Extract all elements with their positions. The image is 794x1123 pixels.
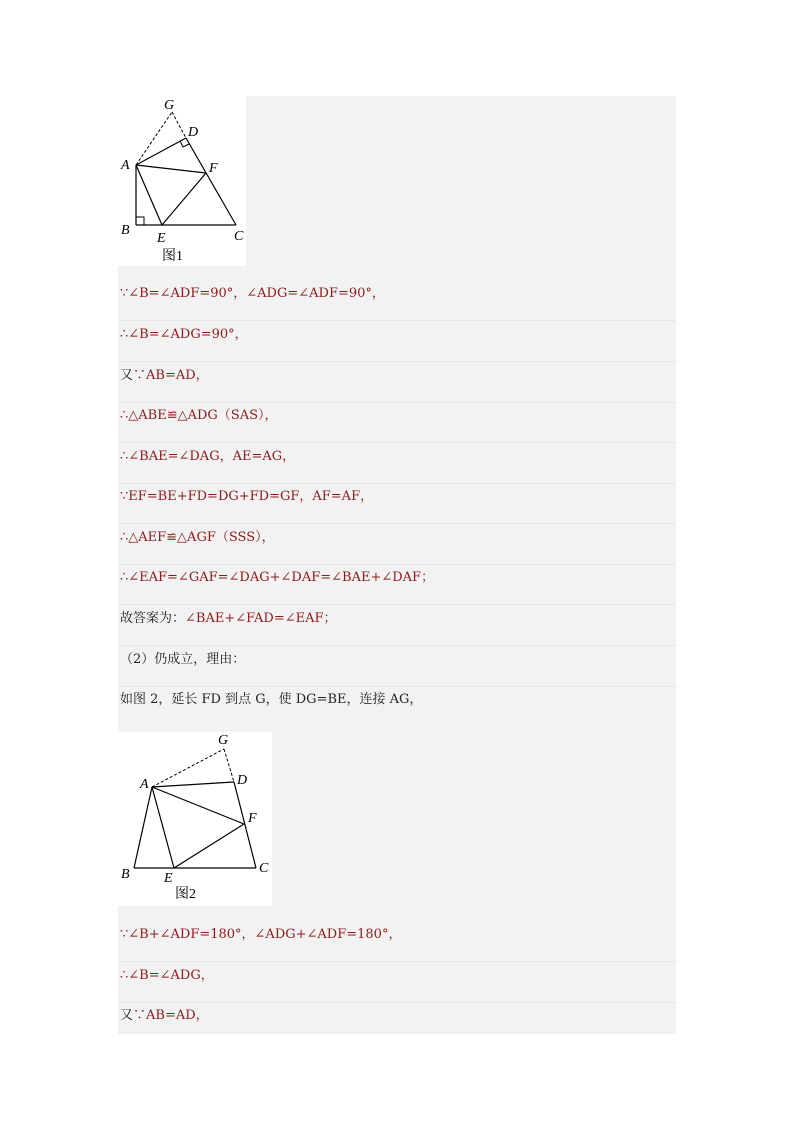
point-label-d: D	[188, 125, 199, 140]
text-line-5: ∴∠BAE=∠DAG，AE=AG，	[120, 449, 296, 464]
point-label-g: G	[164, 98, 175, 113]
text-line-11: 如图 2，延长 FD 到点 G，使 DG=BE，连接 AG，	[120, 692, 423, 707]
line-ad	[152, 782, 234, 787]
figure-2	[118, 732, 272, 906]
right-angle-b	[136, 217, 144, 225]
text-line-12: ∵∠B+∠ADF=180°，∠ADG+∠ADF=180°，	[120, 927, 402, 942]
figure-1	[118, 96, 246, 266]
line-ae	[152, 787, 174, 868]
point-label-a: A	[140, 777, 149, 792]
figure-1-diagram	[118, 96, 246, 266]
point-label-f: F	[248, 811, 257, 826]
text-line-13: ∴∠B=∠ADG，	[120, 968, 214, 983]
dashed-line-ag	[152, 749, 224, 787]
point-label-e: E	[164, 871, 173, 886]
line-af	[136, 165, 206, 173]
text-line-1: ∵∠B=∠ADF=90°，∠ADG=∠ADF=90°，	[120, 286, 385, 301]
line-dc	[186, 138, 236, 225]
point-label-e: E	[157, 231, 166, 246]
point-label-f: F	[209, 161, 218, 176]
text-line-4: ∴△ABE≌△ADG（SAS），	[120, 408, 278, 423]
text-line-6: ∵EF=BE+FD=DG+FD=GF，AF=AF，	[120, 489, 374, 504]
text-line-14: 又∵AB=AD，	[120, 1008, 209, 1023]
line-ae	[136, 165, 162, 225]
point-label-a: A	[121, 158, 130, 173]
dashed-line-ag	[136, 112, 172, 165]
text-line-9: 故答案为：∠BAE+∠FAD=∠EAF；	[120, 611, 337, 626]
point-label-c: C	[259, 861, 269, 876]
text-line-2: ∴∠B=∠ADG=90°，	[120, 327, 248, 342]
dashed-line-gd	[224, 749, 234, 782]
figure-2-diagram	[118, 732, 272, 906]
figure-1-caption: 图1	[162, 249, 183, 264]
point-label-b: B	[121, 867, 130, 882]
figure-2-caption: 图2	[175, 887, 196, 902]
point-label-d: D	[237, 773, 248, 788]
point-label-b: B	[121, 223, 130, 238]
line-ef	[174, 824, 244, 868]
point-label-c: C	[234, 229, 244, 244]
point-label-g: G	[218, 733, 229, 748]
line-ab	[134, 787, 152, 868]
line-ad	[136, 138, 186, 165]
document-content	[118, 96, 676, 1034]
dashed-line-gd	[172, 112, 186, 138]
text-line-8: ∴∠EAF=∠GAF=∠DAG+∠DAF=∠BAE+∠DAF；	[120, 570, 435, 585]
line-ef	[162, 173, 206, 225]
text-line-10: （2）仍成立，理由：	[120, 652, 246, 667]
line-af	[152, 787, 244, 824]
text-line-7: ∴△AEF≌△AGF（SSS），	[120, 530, 275, 545]
text-line-3: 又∵AB=AD，	[120, 368, 209, 383]
